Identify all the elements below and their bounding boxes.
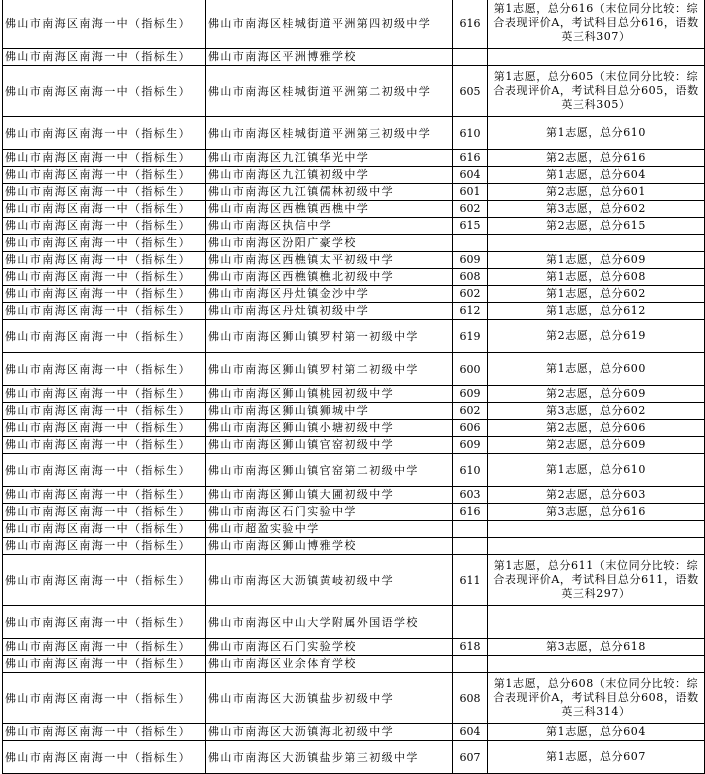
admission-table xyxy=(2,0,705,774)
remark-cell xyxy=(488,521,705,538)
score-cell: 608 xyxy=(453,673,488,724)
score-cell: 606 xyxy=(453,420,488,437)
source-school-cell: 佛山市南海区大沥镇黄岐初级中学 xyxy=(206,555,453,606)
table-row xyxy=(3,201,705,218)
target-school-cell: 佛山市南海区南海一中（指标生） xyxy=(3,673,206,724)
table-row xyxy=(3,606,705,639)
score-cell: 607 xyxy=(453,741,488,774)
table-row xyxy=(3,184,705,201)
remark-cell: 第1志愿，总分610 xyxy=(488,117,705,150)
table-row xyxy=(3,167,705,184)
table-row xyxy=(3,286,705,303)
remark-cell: 第2志愿，总分609 xyxy=(488,386,705,403)
table-row xyxy=(3,66,705,117)
source-school-cell: 佛山市南海区中山大学附属外国语学校 xyxy=(206,606,453,639)
target-school-cell: 佛山市南海区南海一中（指标生） xyxy=(3,437,206,454)
source-school-cell: 佛山市南海区狮山镇狮城中学 xyxy=(206,403,453,420)
target-school-cell: 佛山市南海区南海一中（指标生） xyxy=(3,150,206,167)
remark-cell: 第1志愿，总分611（末位同分比较：综合表现评价A，考试科目总分611，语数英三科297） xyxy=(488,555,705,606)
source-school-cell: 佛山市南海区丹灶镇金沙中学 xyxy=(206,286,453,303)
score-cell: 604 xyxy=(453,724,488,741)
source-school-cell: 佛山市南海区狮山镇罗村第二初级中学 xyxy=(206,353,453,386)
score-cell xyxy=(453,235,488,252)
remark-cell: 第1志愿，总分604 xyxy=(488,724,705,741)
target-school-cell: 佛山市南海区南海一中（指标生） xyxy=(3,656,206,673)
target-school-cell: 佛山市南海区南海一中（指标生） xyxy=(3,353,206,386)
source-school-cell: 佛山市南海区执信中学 xyxy=(206,218,453,235)
target-school-cell: 佛山市南海区南海一中（指标生） xyxy=(3,117,206,150)
source-school-cell: 佛山市南海区狮山镇大圃初级中学 xyxy=(206,487,453,504)
source-school-cell: 佛山市南海区九江镇华光中学 xyxy=(206,150,453,167)
score-cell: 619 xyxy=(453,320,488,353)
source-school-cell: 佛山市南海区石门实验学校 xyxy=(206,639,453,656)
score-cell: 602 xyxy=(453,201,488,218)
remark-cell: 第3志愿，总分602 xyxy=(488,403,705,420)
table-row xyxy=(3,49,705,66)
source-school-cell: 佛山市南海区狮山博雅学校 xyxy=(206,538,453,555)
remark-cell: 第1志愿，总分600 xyxy=(488,353,705,386)
score-cell: 608 xyxy=(453,269,488,286)
source-school-cell: 佛山市南海区西樵镇太平初级中学 xyxy=(206,252,453,269)
remark-cell xyxy=(488,606,705,639)
target-school-cell: 佛山市南海区南海一中（指标生） xyxy=(3,555,206,606)
table-row xyxy=(3,724,705,741)
source-school-cell: 佛山市南海区石门实验中学 xyxy=(206,504,453,521)
remark-cell: 第1志愿，总分608 xyxy=(488,269,705,286)
remark-cell: 第2志愿，总分609 xyxy=(488,437,705,454)
source-school-cell: 佛山市南海区狮山镇官窑初级中学 xyxy=(206,437,453,454)
score-cell: 609 xyxy=(453,386,488,403)
table-row xyxy=(3,656,705,673)
score-cell: 601 xyxy=(453,184,488,201)
remark-cell: 第1志愿，总分605（末位同分比较：综合表现评价A，考试科目总分605，语数英三科305） xyxy=(488,66,705,117)
target-school-cell: 佛山市南海区南海一中（指标生） xyxy=(3,741,206,774)
score-cell xyxy=(453,49,488,66)
source-school-cell: 佛山市南海区九江镇初级中学 xyxy=(206,167,453,184)
score-cell: 605 xyxy=(453,66,488,117)
target-school-cell: 佛山市南海区南海一中（指标生） xyxy=(3,320,206,353)
table-row xyxy=(3,403,705,420)
table-row xyxy=(3,386,705,403)
admission-table-body xyxy=(3,0,705,774)
target-school-cell: 佛山市南海区南海一中（指标生） xyxy=(3,286,206,303)
target-school-cell: 佛山市南海区南海一中（指标生） xyxy=(3,167,206,184)
target-school-cell: 佛山市南海区南海一中（指标生） xyxy=(3,487,206,504)
source-school-cell: 佛山市南海区丹灶镇初级中学 xyxy=(206,303,453,320)
source-school-cell: 佛山市南海区狮山镇桃园初级中学 xyxy=(206,386,453,403)
score-cell: 612 xyxy=(453,303,488,320)
table-row xyxy=(3,235,705,252)
table-row xyxy=(3,521,705,538)
source-school-cell: 佛山市南海区狮山镇罗村第一初级中学 xyxy=(206,320,453,353)
target-school-cell: 佛山市南海区南海一中（指标生） xyxy=(3,420,206,437)
source-school-cell: 佛山市南海区业余体育学校 xyxy=(206,656,453,673)
target-school-cell: 佛山市南海区南海一中（指标生） xyxy=(3,521,206,538)
table-row xyxy=(3,0,705,49)
remark-cell: 第1志愿，总分612 xyxy=(488,303,705,320)
table-row xyxy=(3,252,705,269)
table-row xyxy=(3,487,705,504)
target-school-cell: 佛山市南海区南海一中（指标生） xyxy=(3,218,206,235)
score-cell xyxy=(453,606,488,639)
target-school-cell: 佛山市南海区南海一中（指标生） xyxy=(3,252,206,269)
score-cell: 602 xyxy=(453,286,488,303)
target-school-cell: 佛山市南海区南海一中（指标生） xyxy=(3,49,206,66)
score-cell xyxy=(453,538,488,555)
score-cell xyxy=(453,656,488,673)
table-row xyxy=(3,673,705,724)
target-school-cell: 佛山市南海区南海一中（指标生） xyxy=(3,386,206,403)
table-row xyxy=(3,320,705,353)
source-school-cell: 佛山市南海区桂城街道平洲第四初级中学 xyxy=(206,0,453,49)
score-cell: 610 xyxy=(453,117,488,150)
score-cell: 604 xyxy=(453,167,488,184)
remark-cell: 第2志愿，总分619 xyxy=(488,320,705,353)
source-school-cell: 佛山市南海区大沥镇盐步第三初级中学 xyxy=(206,741,453,774)
score-cell: 616 xyxy=(453,150,488,167)
remark-cell: 第3志愿，总分602 xyxy=(488,201,705,218)
table-row xyxy=(3,303,705,320)
remark-cell xyxy=(488,656,705,673)
source-school-cell: 佛山市南海区大沥镇盐步初级中学 xyxy=(206,673,453,724)
target-school-cell: 佛山市南海区南海一中（指标生） xyxy=(3,66,206,117)
target-school-cell: 佛山市南海区南海一中（指标生） xyxy=(3,184,206,201)
score-cell: 615 xyxy=(453,218,488,235)
remark-cell: 第2志愿，总分603 xyxy=(488,487,705,504)
score-cell: 600 xyxy=(453,353,488,386)
remark-cell: 第1志愿，总分610 xyxy=(488,454,705,487)
source-school-cell: 佛山市南海区西樵镇樵北初级中学 xyxy=(206,269,453,286)
score-cell: 611 xyxy=(453,555,488,606)
target-school-cell: 佛山市南海区南海一中（指标生） xyxy=(3,235,206,252)
source-school-cell: 佛山市南海区桂城街道平洲第三初级中学 xyxy=(206,117,453,150)
remark-cell: 第2志愿，总分606 xyxy=(488,420,705,437)
remark-cell: 第1志愿，总分604 xyxy=(488,167,705,184)
table-row xyxy=(3,150,705,167)
score-cell: 603 xyxy=(453,487,488,504)
source-school-cell: 佛山市南海区狮山镇小塘初级中学 xyxy=(206,420,453,437)
remark-cell xyxy=(488,235,705,252)
score-cell: 609 xyxy=(453,437,488,454)
remark-cell: 第2志愿，总分615 xyxy=(488,218,705,235)
target-school-cell: 佛山市南海区南海一中（指标生） xyxy=(3,606,206,639)
source-school-cell: 佛山市南海区桂城街道平洲第二初级中学 xyxy=(206,66,453,117)
target-school-cell: 佛山市南海区南海一中（指标生） xyxy=(3,538,206,555)
table-row xyxy=(3,639,705,656)
target-school-cell: 佛山市南海区南海一中（指标生） xyxy=(3,201,206,218)
remark-cell: 第2志愿，总分601 xyxy=(488,184,705,201)
table-row xyxy=(3,117,705,150)
remark-cell: 第1志愿，总分602 xyxy=(488,286,705,303)
source-school-cell: 佛山市南海区西樵镇西樵中学 xyxy=(206,201,453,218)
remark-cell: 第1志愿，总分609 xyxy=(488,252,705,269)
source-school-cell: 佛山市南海区平洲博雅学校 xyxy=(206,49,453,66)
remark-cell: 第1志愿，总分608（末位同分比较：综合表现评价A，考试科目总分608，语数英三科314） xyxy=(488,673,705,724)
source-school-cell: 佛山市南海区九江镇儒林初级中学 xyxy=(206,184,453,201)
source-school-cell: 佛山市南海区汾阳广豪学校 xyxy=(206,235,453,252)
table-row xyxy=(3,353,705,386)
score-cell xyxy=(453,521,488,538)
table-row xyxy=(3,218,705,235)
remark-cell: 第2志愿，总分616 xyxy=(488,150,705,167)
score-cell: 609 xyxy=(453,252,488,269)
target-school-cell: 佛山市南海区南海一中（指标生） xyxy=(3,303,206,320)
remark-cell: 第1志愿，总分607 xyxy=(488,741,705,774)
score-cell: 602 xyxy=(453,403,488,420)
target-school-cell: 佛山市南海区南海一中（指标生） xyxy=(3,0,206,49)
target-school-cell: 佛山市南海区南海一中（指标生） xyxy=(3,454,206,487)
table-row xyxy=(3,555,705,606)
target-school-cell: 佛山市南海区南海一中（指标生） xyxy=(3,639,206,656)
remark-cell xyxy=(488,538,705,555)
remark-cell: 第3志愿，总分618 xyxy=(488,639,705,656)
table-row xyxy=(3,538,705,555)
remark-cell xyxy=(488,49,705,66)
table-row xyxy=(3,437,705,454)
table-row xyxy=(3,269,705,286)
source-school-cell: 佛山市南海区狮山镇官窑第二初级中学 xyxy=(206,454,453,487)
table-row xyxy=(3,454,705,487)
source-school-cell: 佛山市南海区大沥镇海北初级中学 xyxy=(206,724,453,741)
remark-cell: 第1志愿，总分616（末位同分比较：综合表现评价A，考试科目总分616，语数英三科307） xyxy=(488,0,705,49)
target-school-cell: 佛山市南海区南海一中（指标生） xyxy=(3,403,206,420)
source-school-cell: 佛山市超盈实验中学 xyxy=(206,521,453,538)
target-school-cell: 佛山市南海区南海一中（指标生） xyxy=(3,724,206,741)
table-row xyxy=(3,420,705,437)
score-cell: 618 xyxy=(453,639,488,656)
table-row xyxy=(3,504,705,521)
score-cell: 616 xyxy=(453,504,488,521)
remark-cell: 第3志愿，总分616 xyxy=(488,504,705,521)
target-school-cell: 佛山市南海区南海一中（指标生） xyxy=(3,504,206,521)
score-cell: 610 xyxy=(453,454,488,487)
score-cell: 616 xyxy=(453,0,488,49)
target-school-cell: 佛山市南海区南海一中（指标生） xyxy=(3,269,206,286)
